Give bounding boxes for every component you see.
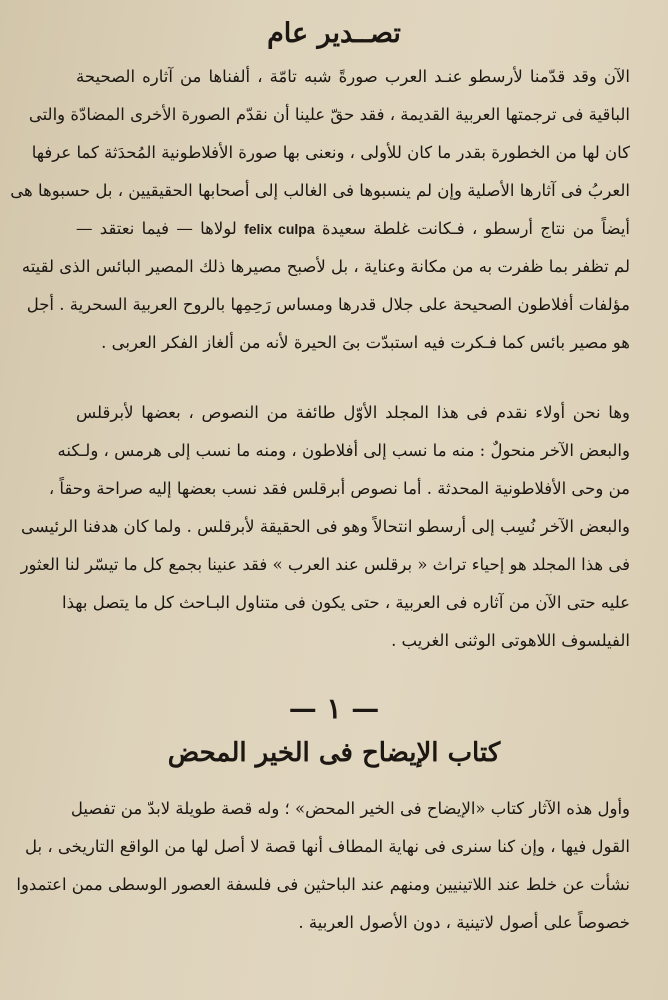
section-number: — ١ — bbox=[288, 692, 380, 725]
text-line: فى هذا المجلد هو إحياء تراث « برقلس عند العرب » فقد عنينا بجمع كل ما تيسّر لنا العثور bbox=[20, 555, 630, 574]
text-line: عليه حتى الآن من آثاره فى العربية ، حتى يكون فى متناول البـاحث كل ما يتصل بهذا bbox=[62, 593, 630, 612]
text-line: هو مصير بائس كما فـكرت فيه استبدّت بىَ الحيرة لأنه من ألغاز الفكر العربى . bbox=[101, 333, 630, 352]
text-line: وها نحن أولاء نقدم فى هذا المجلد الأوّل طائفة من النصوص ، بعضها لأبرقلس bbox=[76, 403, 630, 422]
text-line: لم تظفر بما ظفرت به من مكانة وعناية ، بل لأصبح مصيرها ذلك المصير البائس الذى لقيته bbox=[21, 257, 630, 276]
paragraph-section-1 bbox=[16, 790, 630, 942]
text-segment: لولاها — فيما نعتقد — bbox=[76, 219, 237, 238]
paragraph-intro bbox=[10, 58, 631, 362]
text-line: مؤلفات أفلاطون الصحيحة على جلال قدرها ومساس رَحِمِها بالروح العربية السحرية . أجل bbox=[26, 295, 630, 314]
text-line: والبعض الآخر نُسِب إلى أرسطو انتحالاً وهو فى الحقيقة لأبرقلس . ولما كان هدفنا الرئيسى bbox=[21, 517, 630, 536]
text-line: من وحى الأفلاطونية المحدثة . أما نصوص أبرقلس فقد نسب بعضها إليه صراحة وحقاً ، bbox=[48, 479, 630, 498]
text-line: الآن وقد قدّمنا لأرسطو عنـد العرب صورةً شبه تامّة ، ألفناها من آثاره الصحيحة bbox=[76, 67, 630, 86]
text-line: الفيلسوف اللاهوتى الوثنى الغريب . bbox=[391, 631, 630, 650]
text-segment: أيضاً من نتاج أرسطو ، فـكانت غلطة سعيدة bbox=[321, 219, 631, 238]
section-title: كتاب الإيضاح فى الخير المحض bbox=[167, 738, 501, 768]
text-line: والبعض الآخر منحولٌ : منه ما نسب إلى أفلاطون ، ومنه ما نسب إلى هرمس ، ولـكنه bbox=[57, 441, 630, 460]
paragraph-texts bbox=[20, 394, 630, 660]
text-line: خصوصاً على أصول لاتينية ، دون الأصول العربية . bbox=[298, 913, 630, 932]
latin-term: felix culpa bbox=[244, 221, 315, 237]
text-line: كان لها من الخطورة بقدر ما كان للأولى ، ونعنى بها صورة الأفلاطونية المُحدَثة كما عرفها bbox=[31, 143, 630, 162]
page-title: تصــدير عام bbox=[267, 18, 401, 49]
text-line: وأول هذه الآثار كتاب «الإيضاح فى الخير المحض» ؛ وله قصة طويلة لابدّ من تفصيل bbox=[70, 799, 630, 818]
text-line: العربُ فى آثارها الأصلية وإن لم ينسبوها فى الغالب إلى أصحابها الحقيقيين ، بل حسبوها هى bbox=[10, 181, 630, 200]
text-line: القول فيها ، وإن كنا سنرى فى نهاية المطاف أنها قصة لا أصل لها من الواقع التاريخى ، بل bbox=[25, 837, 630, 856]
text-line: الباقية فى ترجمتها العربية القديمة ، فقد حقّ علينا أن نقدّم الصورة الأخرى المضادّة والتى bbox=[28, 105, 630, 124]
text-line: نشأت عن خلط عند اللاتينيين ومنهم عند الباحثين فى فلسفة العصور الوسطى ممن اعتمدوا bbox=[16, 875, 630, 894]
text-line bbox=[76, 210, 630, 248]
